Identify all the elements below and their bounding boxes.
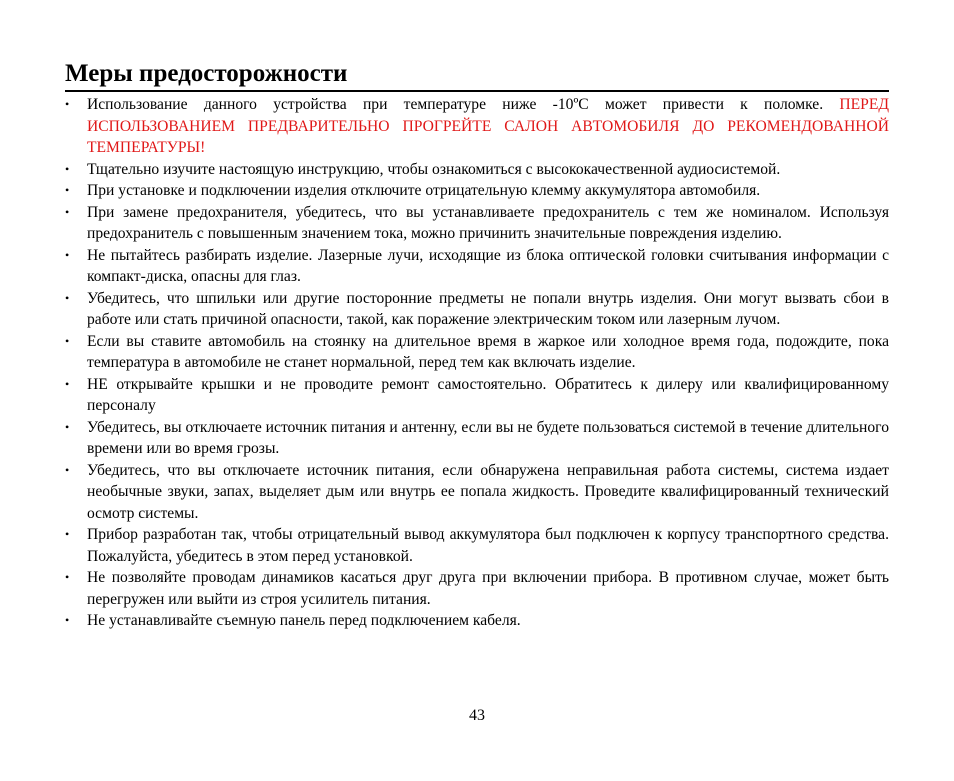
list-item [65,374,889,417]
list-item [65,288,889,331]
item-text: Тщательно изучите настоящую инструкцию, чтобы ознакомиться с высококачественной аудиосистемой. [87,160,781,178]
list-item [65,180,889,202]
list-item [65,417,889,460]
bullet-icon: • [65,527,70,541]
bullet-icon: • [65,613,70,627]
item-text: Убедитесь, что вы отключаете источник питания, если обнаружена неправильная работа системы, система издает необычные звуки, запах, выделяет дым или внутрь ее попала жидкость. Проведите квалифицированный технический осмотр системы. [87,461,889,522]
list-item [65,460,889,525]
list-item [65,159,889,181]
item-text: Прибор разработан так, чтобы отрицательный вывод аккумулятора был подключен к корпусу транспортного средства. Пожалуйста, убедитесь в этом перед установкой. [87,526,889,565]
bullet-icon: • [65,183,70,197]
list-item [65,331,889,374]
bullet-icon: • [65,290,70,305]
bullet-icon: • [65,419,70,434]
list-item [65,610,889,632]
item-text: Не устанавливайте съемную панель перед подключением кабеля. [87,612,521,629]
bullet-icon: • [65,161,70,176]
list-item [65,94,889,159]
item-text: Если вы ставите автомобиль на стоянку на длительное время в жаркое или холодное время года, подождите, пока температура в автомобиле не станет нормальной, перед тем как включать изделие. [87,332,889,371]
precautions-list [65,94,889,632]
bullet-icon: • [65,247,70,262]
item-text: Убедитесь, вы отключаете источник питания и антенну, если вы не будете пользоваться системой в течение длительного времени или во время грозы. [87,418,889,457]
list-item [65,524,889,567]
bullet-icon: • [65,376,70,391]
title-underline [65,90,889,92]
page-number: 43 [469,707,485,724]
item-text: Не позволяйте проводам динамиков касаться друг друга при включении прибора. В противном случае, может быть перегружен или выйти из строя усилитель питания. [87,569,889,608]
list-item [65,202,889,245]
bullet-icon: • [65,462,70,477]
page-title: Меры предосторожности [65,60,348,87]
list-item [65,567,889,610]
item-text: НЕ открывайте крышки и не проводите ремонт самостоятельно. Обратитесь к дилеру или квалифицированному персоналу [87,375,889,414]
item-text: Убедитесь, что шпильки или другие посторонние предметы не попали внутрь изделия. Они могут вызвать сбои в работе или стать причиной опасности, такой, как поражение электрическим током или лазерным лучом. [87,289,889,328]
bullet-icon: • [65,333,70,348]
item-text: При установке и подключении изделия отключите отрицательную клемму аккумулятора автомобиля. [87,182,761,199]
list-item [65,245,889,288]
warning-text: ПЕРЕД ИСПОЛЬЗОВАНИЕМ ПРЕДВАРИТЕЛЬНО ПРОГРЕЙТЕ САЛОН АВТОМОБИЛЯ ДО РЕКОМЕНДОВАННОЙ ТЕМПЕРАТУРЫ! [87,96,889,156]
bullet-icon: • [65,204,70,219]
item-text: Не пытайтесь разбирать изделие. Лазерные лучи, исходящие из блока оптической головки считывания информации с компакт-диска, опасны для глаз. [87,246,889,285]
item-text: При замене предохранителя, убедитесь, что вы устанавливаете предохранитель с тем же номиналом. Используя предохранитель с повышенным значением тока, можно причинить значительные повреждения изделию. [87,203,889,242]
bullet-icon: • [65,570,70,584]
item-text: Использование данного устройства при температуре ниже -10ºC может привести к поломке. [87,96,840,113]
bullet-icon: • [65,97,70,111]
page-content [65,58,889,632]
